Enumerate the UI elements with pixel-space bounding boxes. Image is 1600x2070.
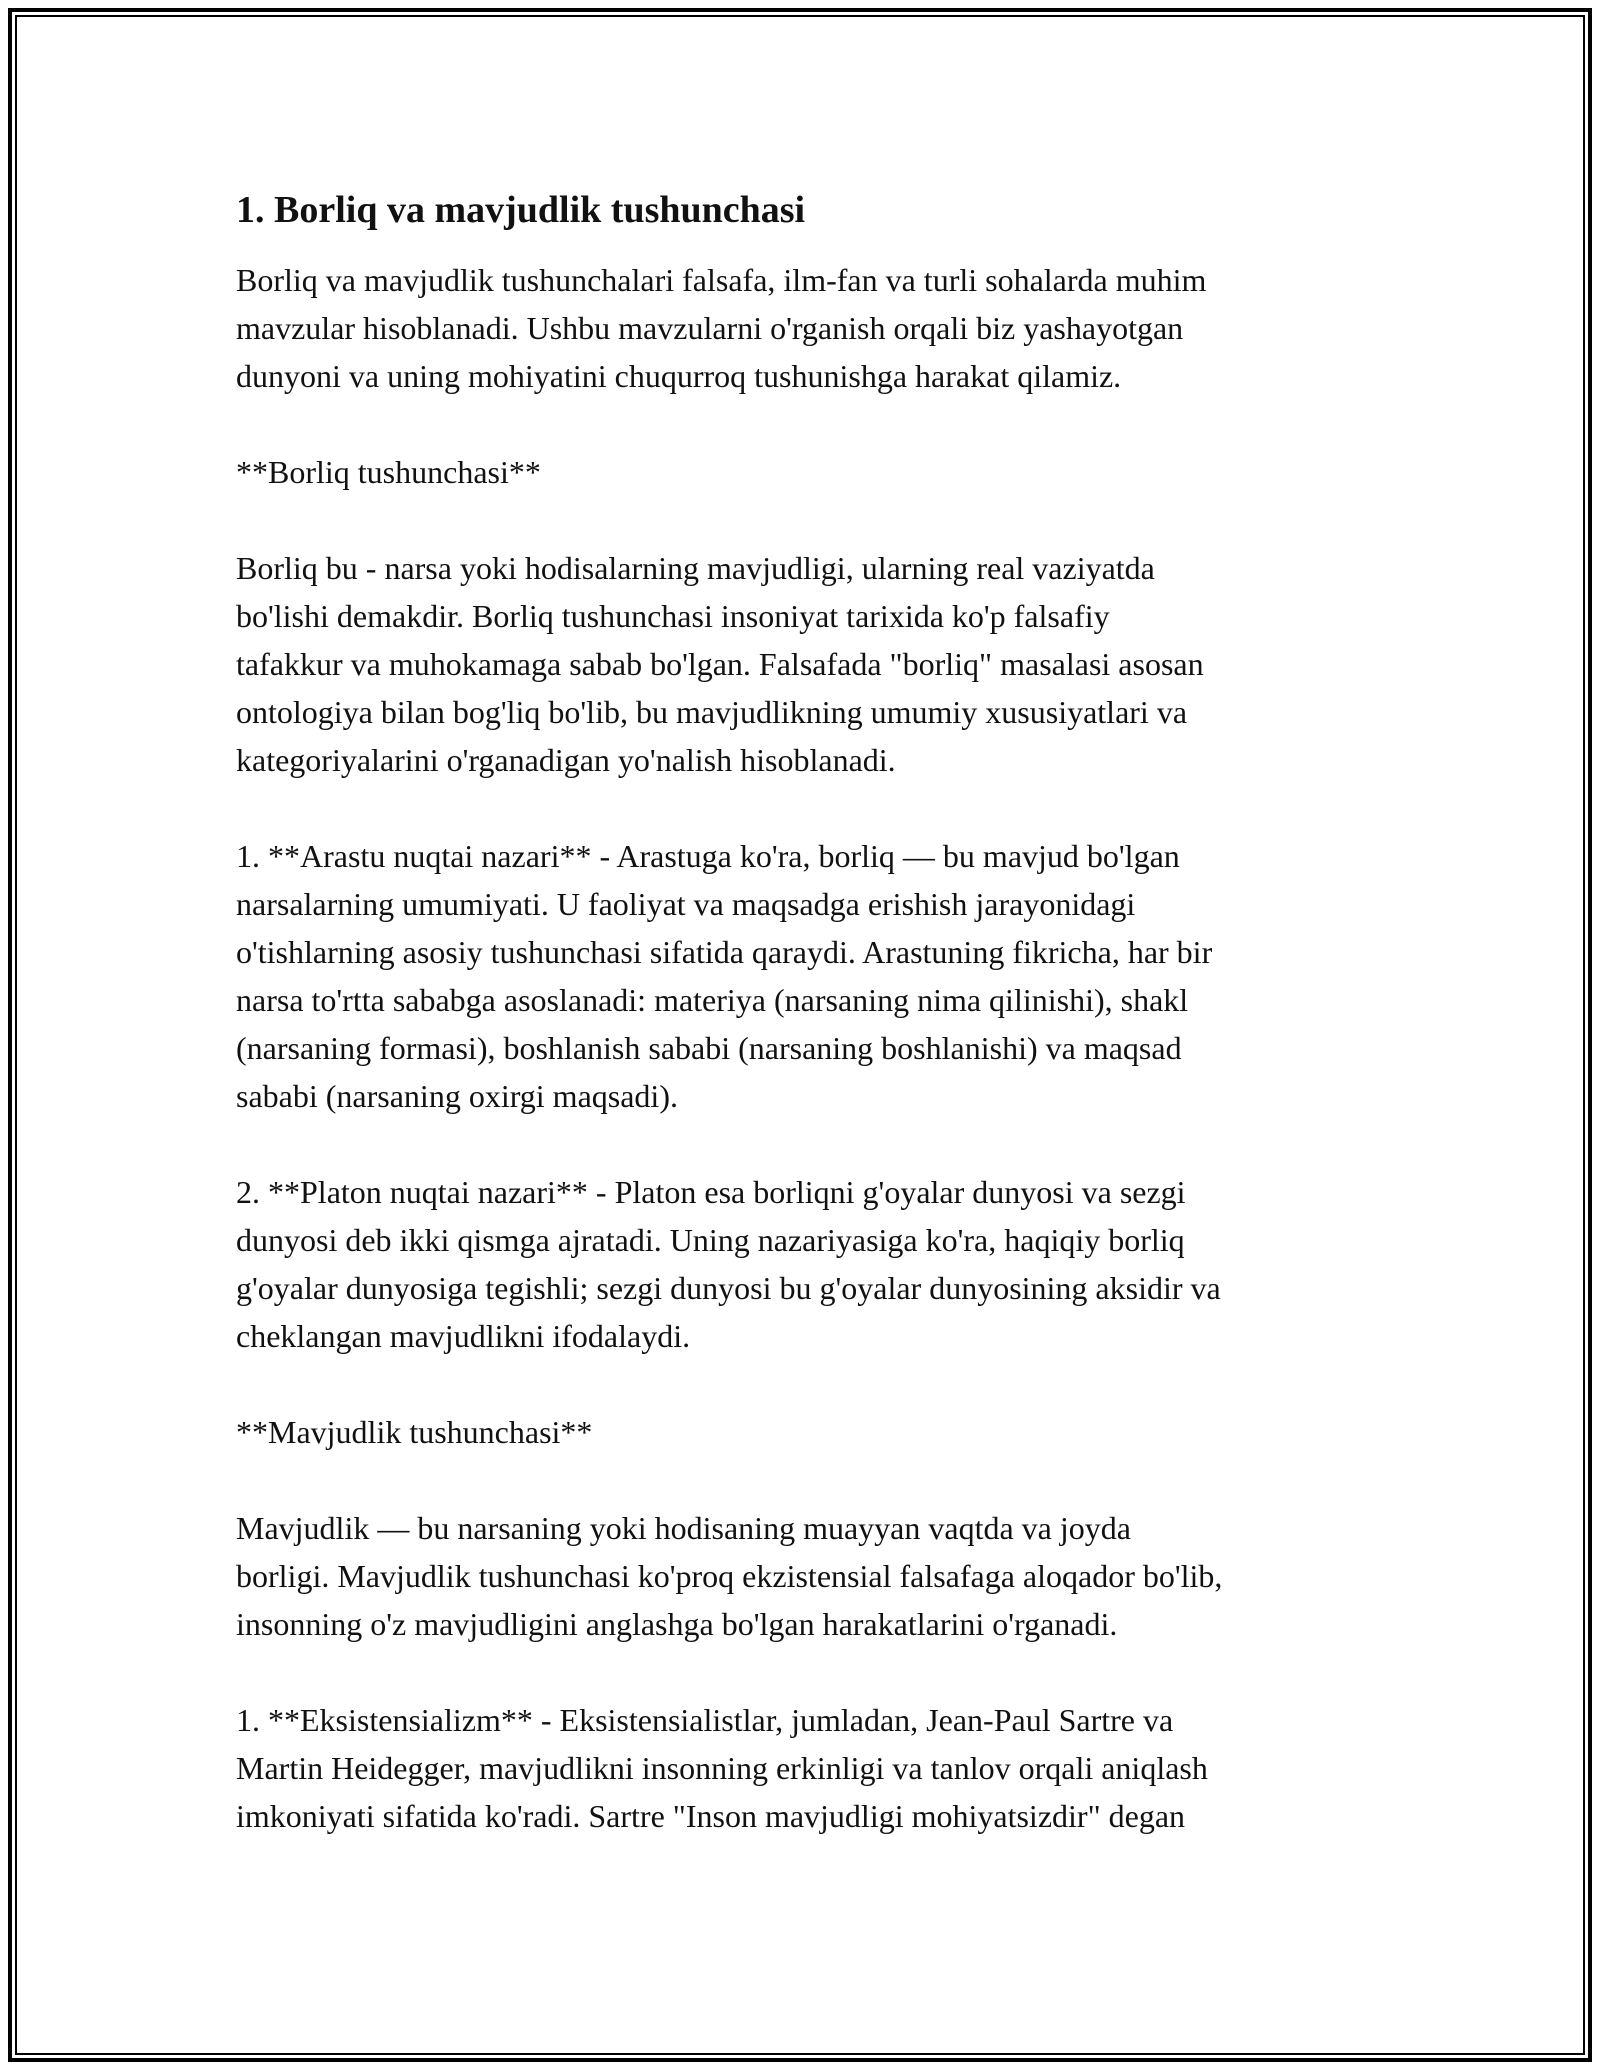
text-line: Mavjudlik — bu narsaning yoki hodisaning muayyan vaqtda va joyda (236, 1510, 1131, 1546)
platon-paragraph (236, 1168, 1366, 1360)
section-heading: 1. Borliq va mavjudlik tushunchasi (236, 189, 806, 231)
mavjudlik-paragraph (236, 1504, 1366, 1648)
mavjudlik-subheading (236, 1408, 1366, 1456)
text-line: borligi. Mavjudlik tushunchasi ko'proq ekzistensial falsafaga aloqador bo'lib, (236, 1558, 1223, 1594)
text-line: **Mavjudlik tushunchasi** (236, 1414, 593, 1450)
borliq-subheading (236, 448, 1366, 496)
text-line: 2. **Platon nuqtai nazari** - Platon esa borliqni g'oyalar dunyosi va sezgi (236, 1174, 1186, 1210)
text-line: ontologiya bilan bog'liq bo'lib, bu mavjudlikning umumiy xususiyatlari va (236, 694, 1188, 730)
text-line: cheklangan mavjudlikni ifodalaydi. (236, 1318, 691, 1354)
text-line: Borliq bu - narsa yoki hodisalarning mavjudligi, ularning real vaziyatda (236, 550, 1155, 586)
text-line: narsa to'rtta sababga asoslanadi: materiya (narsaning nima qilinishi), shakl (236, 982, 1189, 1018)
text-line: sababi (narsaning oxirgi maqsadi). (236, 1078, 678, 1114)
text-line: imkoniyati sifatida ko'radi. Sartre "Inson mavjudligi mohiyatsizdir" degan (236, 1798, 1186, 1834)
borliq-paragraph (236, 544, 1366, 784)
text-line: **Borliq tushunchasi** (236, 454, 541, 490)
text-line: Martin Heidegger, mavjudlikni insonning erkinligi va tanlov orqali aniqlash (236, 1750, 1208, 1786)
eksistensializm-paragraph (236, 1696, 1366, 1840)
text-line: mavzular hisoblanadi. Ushbu mavzularni o'rganish orqali biz yashayotgan (236, 310, 1184, 346)
text-line: o'tishlarning asosiy tushunchasi sifatida qaraydi. Arastuning fikricha, har bir (236, 934, 1213, 970)
intro-paragraph (236, 256, 1366, 400)
document-body (236, 186, 1366, 1888)
text-line: tafakkur va muhokamaga sabab bo'lgan. Falsafada "borliq" masalasi asosan (236, 646, 1204, 682)
text-line: Borliq va mavjudlik tushunchalari falsafa, ilm-fan va turli sohalarda muhim (236, 262, 1207, 298)
text-line: narsalarning umumiyati. U faoliyat va maqsadga erishish jarayonidagi (236, 886, 1136, 922)
text-line: bo'lishi demakdir. Borliq tushunchasi insoniyat tarixida ko'p falsafiy (236, 598, 1110, 634)
text-line: insonning o'z mavjudligini anglashga bo'lgan harakatlarini o'rganadi. (236, 1606, 1118, 1642)
text-line: kategoriyalarini o'rganadigan yo'nalish hisoblanadi. (236, 742, 896, 778)
text-line: 1. **Eksistensializm** - Eksistensialistlar, jumladan, Jean-Paul Sartre va (236, 1702, 1174, 1738)
arastu-paragraph (236, 832, 1366, 1120)
text-line: g'oyalar dunyosiga tegishli; sezgi dunyosi bu g'oyalar dunyosining aksidir va (236, 1270, 1221, 1306)
text-line: 1. **Arastu nuqtai nazari** - Arastuga ko'ra, borliq — bu mavjud bo'lgan (236, 838, 1180, 874)
text-line: dunyosi deb ikki qismga ajratadi. Uning nazariyasiga ko'ra, haqiqiy borliq (236, 1222, 1185, 1258)
text-line: (narsaning formasi), boshlanish sababi (narsaning boshlanishi) va maqsad (236, 1030, 1182, 1066)
text-line: dunyoni va uning mohiyatini chuqurroq tushunishga harakat qilamiz. (236, 358, 1122, 394)
